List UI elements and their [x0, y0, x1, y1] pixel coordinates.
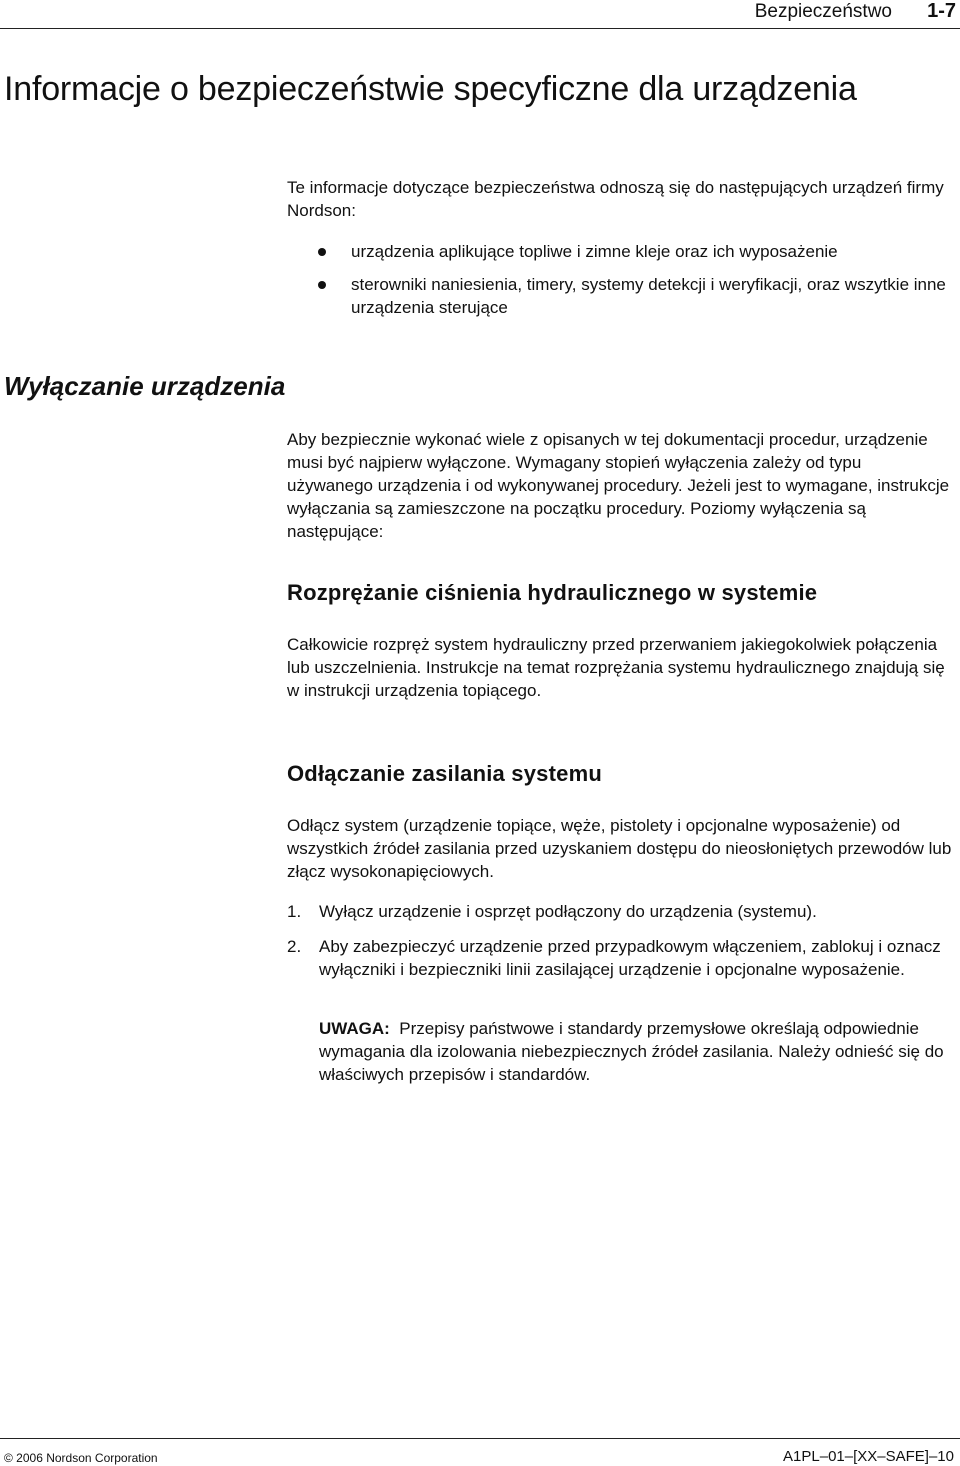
note-label: UWAGA: — [319, 1019, 390, 1038]
pressure-paragraph: Całkowicie rozpręż system hydrauliczny przed przerwaniem jakiegokolwiek połączenia lub uszczelnienia. Instrukcje na temat rozprężania systemu hydraulicznego znajdują się w instrukcji urządzenia topiącego. — [287, 635, 945, 700]
step-item — [287, 935, 952, 981]
page-header — [0, 0, 960, 29]
step-text: Wyłącz urządzenie i osprzęt podłączony do urządzenia (systemu). — [319, 902, 817, 921]
step-number: 2. — [287, 937, 302, 956]
page-footer — [0, 1438, 960, 1466]
power-heading: Odłączanie zasilania systemu — [287, 761, 602, 786]
header-page-number: 1-7 — [927, 0, 956, 22]
footer-doc-code: A1PL–01–[XX–SAFE]–10 — [783, 1448, 954, 1465]
note-paragraph — [319, 1017, 944, 1086]
pressure-heading: Rozprężanie ciśnienia hydraulicznego w systemie — [287, 580, 818, 605]
list-item — [287, 240, 947, 263]
device-list — [287, 240, 947, 329]
page-title: Informacje o bezpieczeństwie specyficzne dla urządzenia — [4, 70, 857, 108]
shutdown-heading: Wyłączanie urządzenia — [4, 371, 286, 401]
step-item — [287, 900, 952, 923]
power-steps — [287, 900, 952, 993]
intro-paragraph: Te informacje dotyczące bezpieczeństwa odnoszą się do następujących urządzeń firmy Nordson: — [287, 178, 944, 220]
footer-copyright: © 2006 Nordson Corporation — [4, 1451, 158, 1465]
bullet-icon — [318, 281, 326, 289]
step-number: 1. — [287, 902, 302, 921]
list-item-text: sterowniki naniesienia, timery, systemy detekcji i weryfikacji, oraz wszytkie inne urządzenia sterujące — [351, 275, 946, 317]
list-item-text: urządzenia aplikujące topliwe i zimne kleje oraz ich wyposażenie — [351, 242, 838, 261]
power-paragraph: Odłącz system (urządzenie topiące, węże, pistolety i opcjonalne wyposażenie) od wszystkich źródeł zasilania przed uzyskaniem dostępu do nieosłoniętych przewodów lub złącz wysokonapięciowych. — [287, 816, 952, 881]
header-section-title: Bezpieczeństwo — [754, 1, 892, 22]
bullet-icon — [318, 248, 326, 256]
shutdown-paragraph: Aby bezpiecznie wykonać wiele z opisanych w tej dokumentacji procedur, urządzenie musi być najpierw wyłączone. Wymagany stopień wyłączenia zależy od typu używanego urządzenia i od wykonywanej procedury. Jeżeli jest to wymagane, instrukcje wyłączania są zamieszczone na początku procedury. Poziomy wyłączenia są następujące: — [287, 430, 950, 541]
list-item — [287, 273, 947, 319]
note-text: Przepisy państwowe i standardy przemysłowe określają odpowiednie wymagania dla izolowania niebezpiecznych źródeł zasilania. Należy odnieść się do właściwych przepisów i standardów. — [319, 1019, 944, 1084]
step-text: Aby zabezpieczyć urządzenie przed przypadkowym włączeniem, zablokuj i oznacz wyłączniki i bezpieczniki linii zasilającej urządzenie i opcjonalne wyposażenie. — [319, 937, 941, 979]
